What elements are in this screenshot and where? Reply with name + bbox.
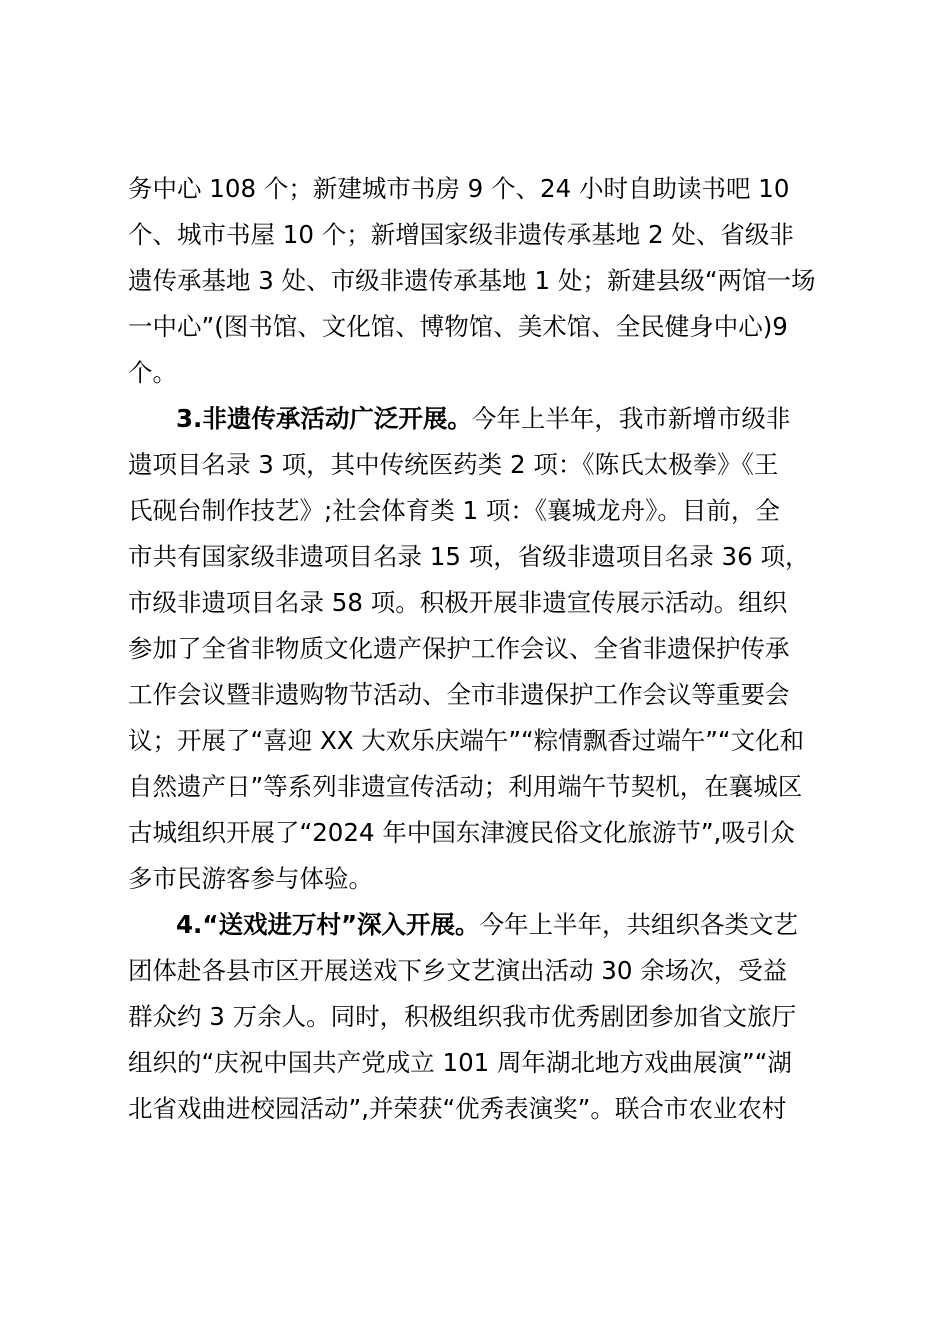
text-line: 北省戏曲进校园活动”,并荣获“优秀表演奖”。联合市农业农村 [128,1094,787,1123]
text-line: 遗传承基地 3 处、市级非遗传承基地 1 处；新建县级“两馆一场 [128,266,816,295]
text-line: 市级非遗项目名录 58 项。积极开展非遗宣传展示活动。组织 [128,588,788,617]
section-heading: 3.非遗传承活动广泛开展。 [176,404,472,433]
text-line: 市共有国家级非遗项目名录 15 项，省级非遗项目名录 36 项， [128,542,810,571]
text-line: 参加了全省非物质文化遗产保护工作会议、全省非遗保护传承 [128,634,790,663]
text-line: 遗项目名录 3 项，其中传统医药类 2 项：《陈氏太极拳》《王 [128,450,779,479]
text-line: 个、城市书屋 10 个；新增国家级非遗传承基地 2 处、省级非 [128,220,794,249]
paragraph-opera-to-villages [128,902,828,1132]
text-line: 氏砚台制作技艺》;社会体育类 1 项：《襄城龙舟》。目前，全 [128,496,780,525]
text-line: 古城组织开展了“2024 年中国东津渡民俗文化旅游节”,吸引众 [128,818,795,847]
text-line: 议；开展了“喜迎 XX 大欢乐庆端午”“粽情飘香过端午”“文化和 [128,726,805,755]
text-line: 一中心”(图书馆、文化馆、博物馆、美术馆、全民健身中心)9 [128,312,788,341]
text-line: 多市民游客参与体验。 [128,864,373,893]
text-span: 今年上半年，共组织各类文艺 [479,910,799,939]
document-body [128,166,828,1132]
paragraph-facilities [128,166,828,396]
text-line: 团体赴各县市区开展送戏下乡文艺演出活动 30 余场次，受益 [128,956,788,985]
text-line: 群众约 3 万余人。同时，积极组织我市优秀剧团参加省文旅厅 [128,1002,797,1031]
text-span: 今年上半年，我市新增市级非 [471,404,791,433]
text-line: 工作会议暨非遗购物节活动、全市非遗保护工作会议等重要会 [128,680,790,709]
text-line: 务中心 108 个；新建城市书房 9 个、24 小时自助读书吧 10 [128,174,790,203]
paragraph-first-line [128,396,828,442]
section-heading: 4.“送戏进万村”深入开展。 [176,910,480,939]
text-line: 自然遗产日”等系列非遗宣传活动；利用端午节契机，在襄城区 [128,772,803,801]
text-line: 个。 [128,358,177,387]
text-line: 组织的“庆祝中国共产党成立 101 周年湖北地方戏曲展演”“湖 [128,1048,792,1077]
paragraph-first-line [128,902,828,948]
paragraph-intangible-heritage [128,396,828,902]
